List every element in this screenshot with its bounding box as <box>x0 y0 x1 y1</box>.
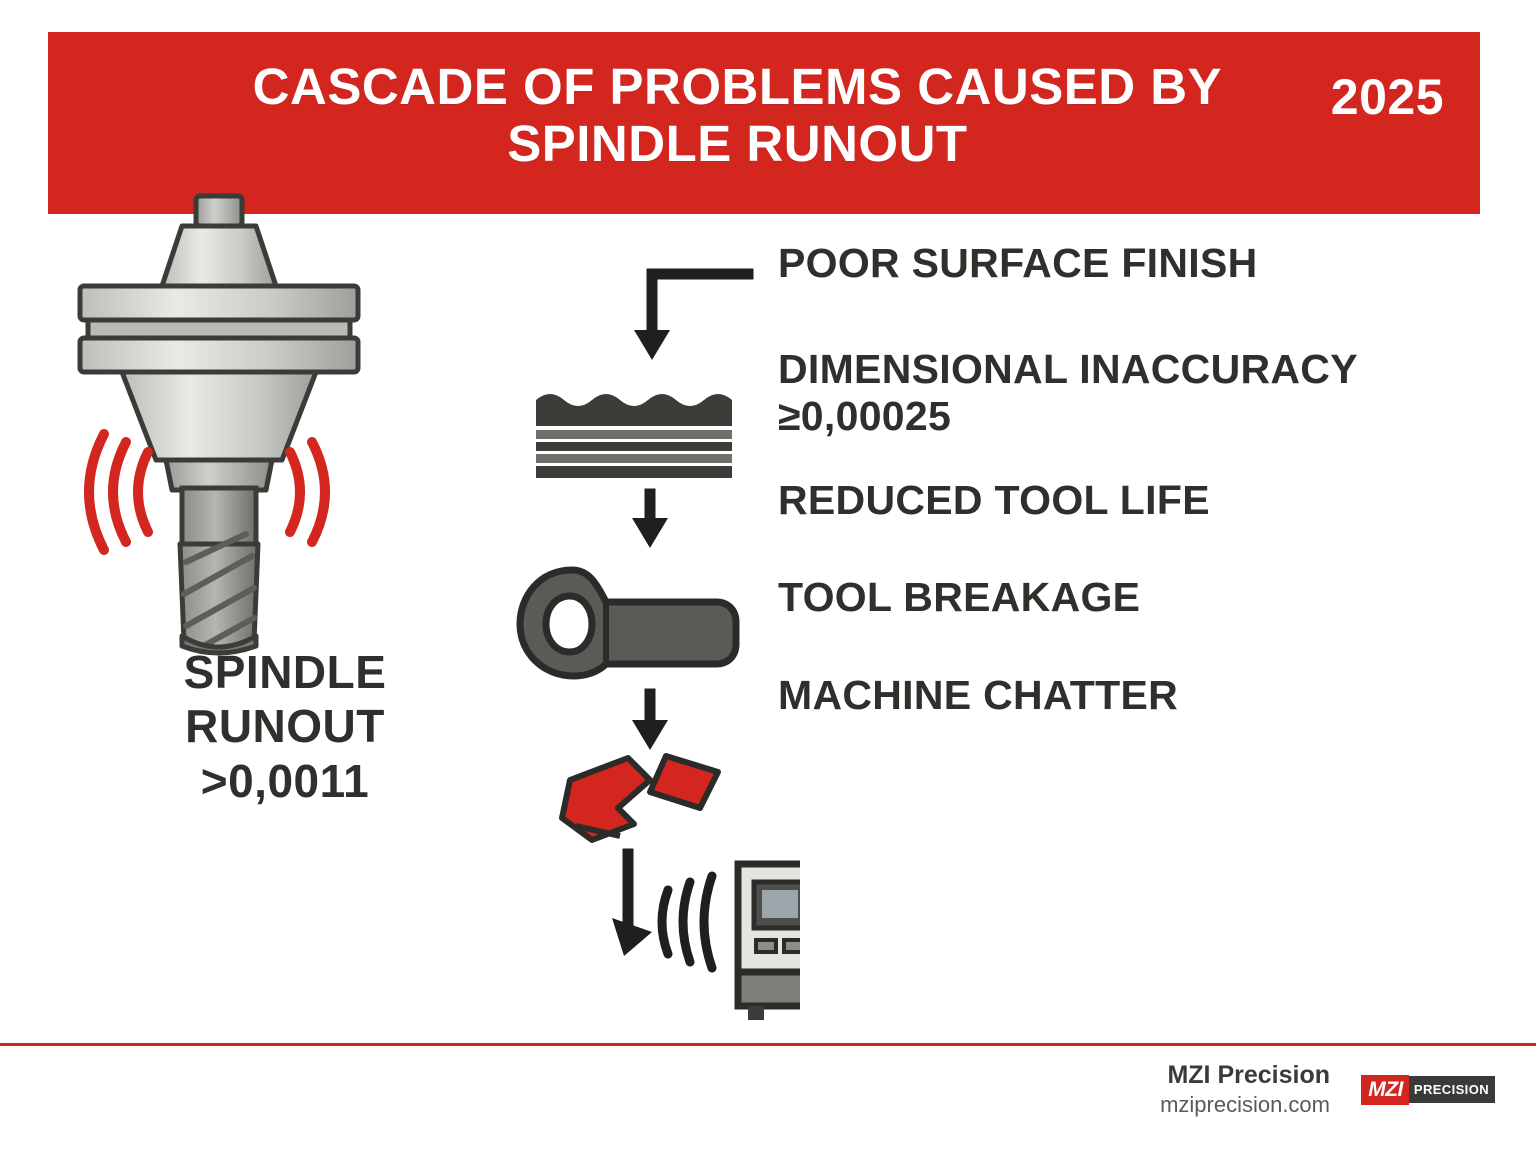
chatter-waves-icon <box>662 876 712 968</box>
company-website: mziprecision.com <box>1160 1092 1330 1118</box>
flow-graphics <box>500 232 800 1022</box>
cnc-machine-icon <box>738 864 800 1020</box>
caption-line2: RUNOUT <box>185 700 385 753</box>
header-banner <box>48 32 1480 214</box>
broken-tool-icon <box>562 756 718 840</box>
problem-label-5: MACHINE CHATTER <box>778 671 1179 718</box>
spindle-runout-caption <box>70 645 500 808</box>
arrow-down-1 <box>652 274 748 332</box>
problem-label-2-sub: ≥0,00025 <box>778 393 952 440</box>
problem-label-3: REDUCED TOOL LIFE <box>778 476 1210 523</box>
vibration-arc-right <box>290 442 325 542</box>
problem-label-4: TOOL BREAKAGE <box>778 574 1141 621</box>
spindle-illustration-panel <box>70 190 500 890</box>
machined-surface-icon <box>536 394 732 478</box>
spindle-toolholder-endmill-icon <box>70 190 500 660</box>
caption-line1: SPINDLE <box>183 646 387 698</box>
arrow-head-2 <box>632 518 668 548</box>
problem-label-2 <box>778 346 1498 441</box>
problem-label-1: POOR SURFACE FINISH <box>778 240 1258 286</box>
caption-value: >0,0011 <box>200 754 370 807</box>
problem-labels <box>778 240 1498 719</box>
arrow-head-3 <box>632 720 668 750</box>
wrench-icon <box>520 570 736 676</box>
company-name: MZI Precision <box>1167 1061 1330 1089</box>
logo-wordmark: PRECISION <box>1409 1076 1495 1103</box>
footer <box>1160 1060 1496 1120</box>
mzi-logo <box>1346 1070 1496 1110</box>
footer-text <box>1160 1060 1330 1120</box>
page-title: CASCADE OF PROBLEMS CAUSED BY SPINDLE RUNOUT <box>252 58 1223 173</box>
arrow-head-1 <box>634 330 670 360</box>
year-label: 2025 <box>1330 69 1444 125</box>
logo-mark: MZI <box>1361 1075 1409 1105</box>
footer-divider <box>0 1043 1536 1046</box>
vibration-arc-left <box>89 434 148 550</box>
problem-label-2-text: DIMENSIONAL INACCURACY <box>778 345 1358 392</box>
cascade-flow <box>500 232 800 1022</box>
